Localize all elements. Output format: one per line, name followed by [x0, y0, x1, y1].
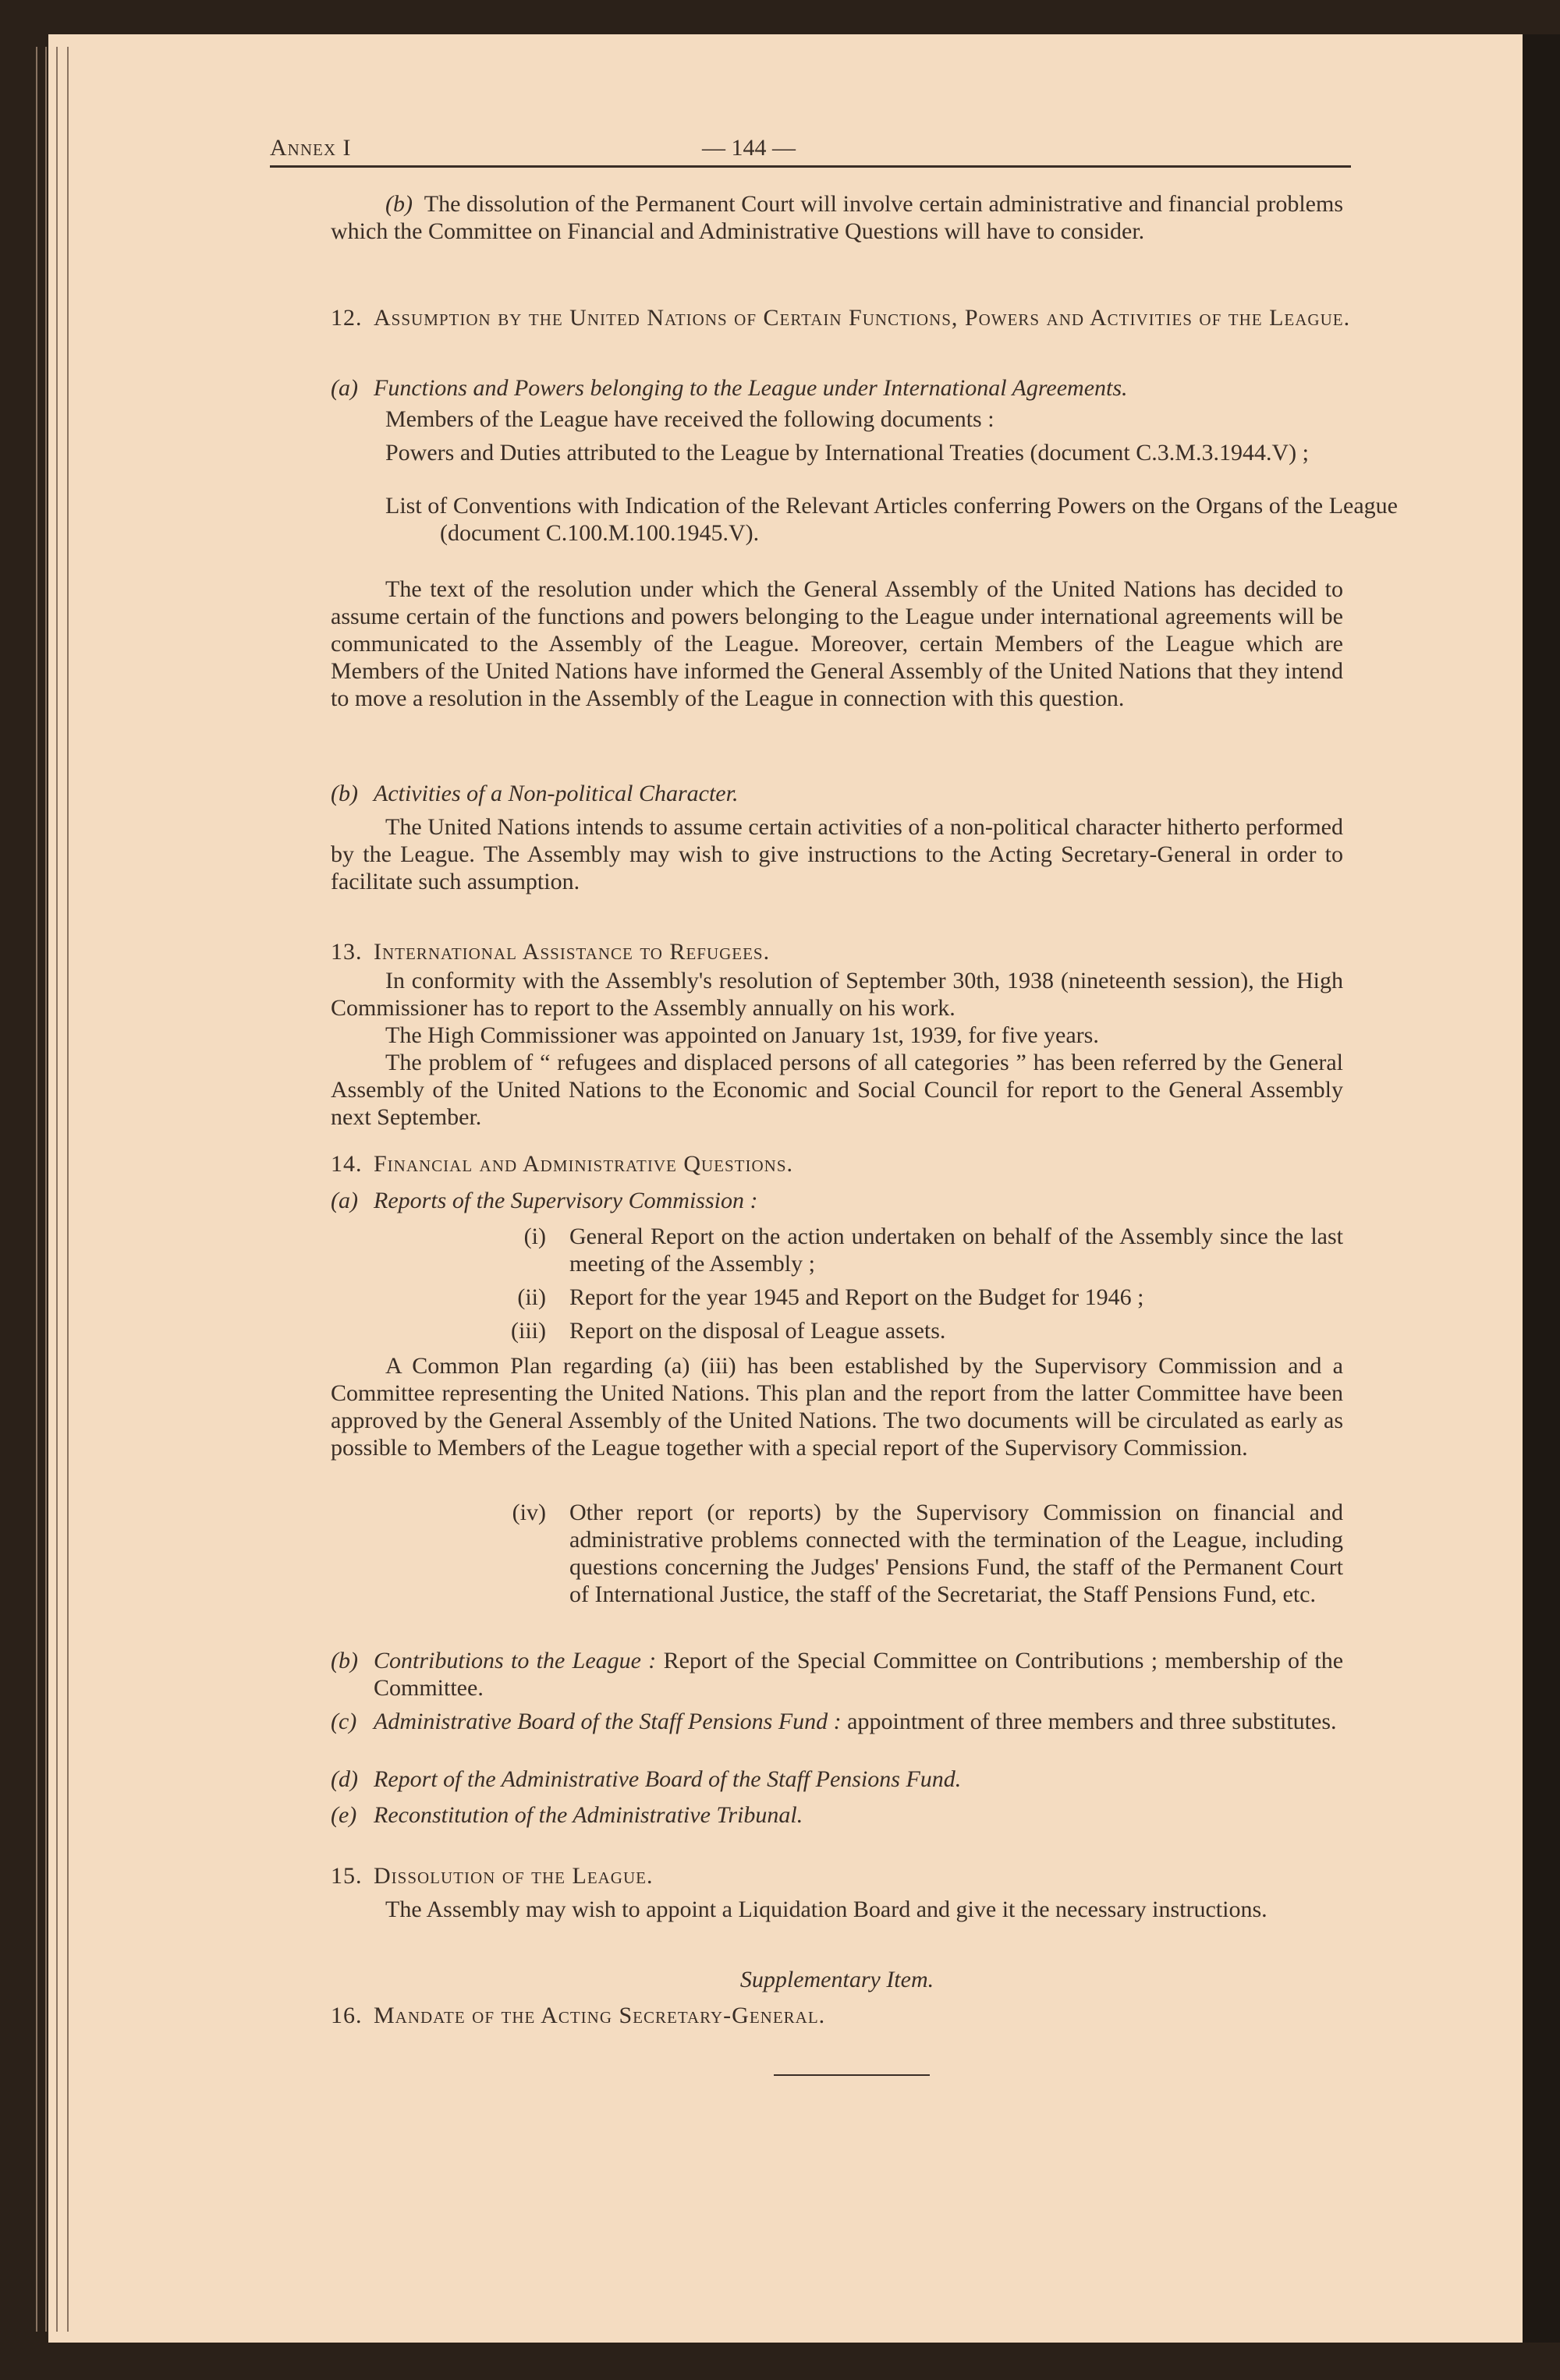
page-edge [36, 47, 37, 2332]
text: Report of the Special Committee on Contributions ; membership of the Committee. [374, 1648, 1344, 1701]
list-item-iv [331, 1499, 1343, 1608]
page-number: — 144 — [702, 135, 796, 161]
section-16-heading [331, 2002, 1343, 2029]
paragraph: A Common Plan regarding (a) (iii) has been established by the Supervisory Commission and a Committee representing the United Nations. This plan and the report from the latter Committee have been approved by the General Assembly of the United Nations. The two documents will be circulated as early as possible to Members of the League together with a special report of the Supervisory Commission. [331, 1353, 1343, 1461]
label: (b) [331, 1648, 358, 1673]
end-rule [774, 2074, 930, 2076]
s14-a-items [331, 1223, 1343, 1344]
num: 16. [331, 2003, 363, 2028]
text: appointment of three members and three substitutes. [847, 1709, 1337, 1734]
running-head: Annex I [270, 135, 352, 161]
title: Report of the Administrative Board of the Staff Pensions Fund. [374, 1766, 962, 1792]
text: Other report (or reports) by the Supervisory Commission on financial and administrative problems connected with the termination of the League, including questions concerning the Judges' Pensions Fund, the staff of the Permanent Court of International Justice, the staff of the Secretariat, the Staff Pensions Fund, etc. [569, 1500, 1343, 1607]
supplementary-heading: Supplementary Item. [739, 1967, 934, 1992]
paragraph: In conformity with the Assembly's resolution of September 30th, 1938 (nineteenth session), the High Commissioner has to report to the Assembly annually on his work. [331, 968, 1343, 1021]
paragraph: The Assembly may wish to appoint a Liquidation Board and give it the necessary instructions. [385, 1897, 1268, 1922]
title: Mandate of the Acting Secretary-General. [374, 2003, 826, 2028]
title: Dissolution of the League. [374, 1863, 654, 1889]
page-edge [45, 47, 47, 2332]
section-12-heading [331, 304, 1398, 331]
num: 12. [331, 305, 363, 331]
num: 13. [331, 939, 363, 965]
text: Report on the disposal of League assets. [569, 1318, 946, 1344]
title: Assumption by the United Nations of Certain Functions, Powers and Activities of the League. [374, 305, 1351, 331]
list-item [331, 1317, 1343, 1344]
section-15-heading [331, 1862, 1343, 1889]
section-13-heading [331, 938, 1343, 965]
s14-d [331, 1766, 1343, 1793]
title: Functions and Powers belonging to the League under International Agreements. [374, 375, 1128, 401]
label: (ii) [517, 1284, 546, 1310]
s14-a-heading [331, 1187, 1343, 1214]
title: Reports of the Supervisory Commission : [374, 1188, 758, 1213]
section-14-heading [331, 1150, 1343, 1178]
text: Report for the year 1945 and Report on the Budget for 1946 ; [569, 1284, 1144, 1310]
members-text: Members of the League have received the following documents : [385, 406, 994, 432]
document-item: Powers and Duties attributed to the League by International Treaties (document C.3.M.3.1944.V) ; [385, 440, 1309, 466]
label: (b) [385, 191, 413, 217]
s14-b [331, 1647, 1343, 1702]
label: (c) [331, 1709, 357, 1734]
header-rule [270, 165, 1351, 168]
s12-a-heading [331, 374, 1343, 402]
title: Reconstitution of the Administrative Tribunal. [374, 1802, 803, 1828]
text: The dissolution of the Permanent Court will involve certain administrative and financial problems which the Committee on Financial and Administrative Questions will have to consider. [331, 191, 1344, 244]
page-edge [67, 47, 69, 2332]
label: (a) [331, 1188, 358, 1213]
text: General Report on the action undertaken on behalf of the Assembly since the last meeting of the Assembly ; [569, 1224, 1343, 1277]
paragraph-b-intro [331, 190, 1343, 245]
s14-c [331, 1708, 1343, 1735]
list-item [331, 1284, 1343, 1311]
title: Financial and Administrative Questions. [374, 1151, 793, 1177]
paragraph: The problem of “ refugees and displaced persons of all categories ” has been referred by the General Assembly of the United Nations to the Economic and Social Council for report to the General Assembly next September. [331, 1050, 1343, 1130]
page-edge [56, 47, 58, 2332]
label: (b) [331, 781, 358, 806]
title: International Assistance to Refugees. [374, 939, 771, 965]
s14-e [331, 1801, 1343, 1829]
section-13-body [331, 967, 1343, 1131]
document-item: List of Conventions with Indication of the Relevant Articles conferring Powers on the Organs of the League (document C.100.M.100.1945.V). [385, 493, 1398, 546]
label: (e) [331, 1802, 357, 1828]
label: (a) [331, 375, 358, 401]
s12-b-heading [331, 780, 1343, 807]
list-item [331, 1223, 1343, 1277]
label: (i) [523, 1224, 546, 1249]
paragraph: The High Commissioner was appointed on January 1st, 1939, for five years. [385, 1022, 1099, 1048]
scan-border [1523, 34, 1560, 2343]
title: Contributions to the League : [374, 1648, 657, 1673]
num: 14. [331, 1151, 363, 1177]
title: Activities of a Non-political Character. [374, 781, 739, 806]
num: 15. [331, 1863, 363, 1889]
label: (d) [331, 1766, 358, 1792]
paragraph: The United Nations intends to assume certain activities of a non-political character hitherto performed by the League. The Assembly may wish to give instructions to the Acting Secretary-General in order to facilitate such assumption. [331, 814, 1343, 894]
label: (iv) [512, 1500, 546, 1525]
paragraph: The text of the resolution under which the General Assembly of the United Nations has decided to assume certain of the functions and powers belonging to the League under international agreements will be communicated to the Assembly of the League. Moreover, certain Members of the League which are Members of the United Nations have informed the General Assembly of the United Nations that they intend to move a resolution in the Assembly of the League in connection with this question. [331, 576, 1343, 711]
title: Administrative Board of the Staff Pensions Fund : [374, 1709, 842, 1734]
label: (iii) [511, 1318, 546, 1344]
